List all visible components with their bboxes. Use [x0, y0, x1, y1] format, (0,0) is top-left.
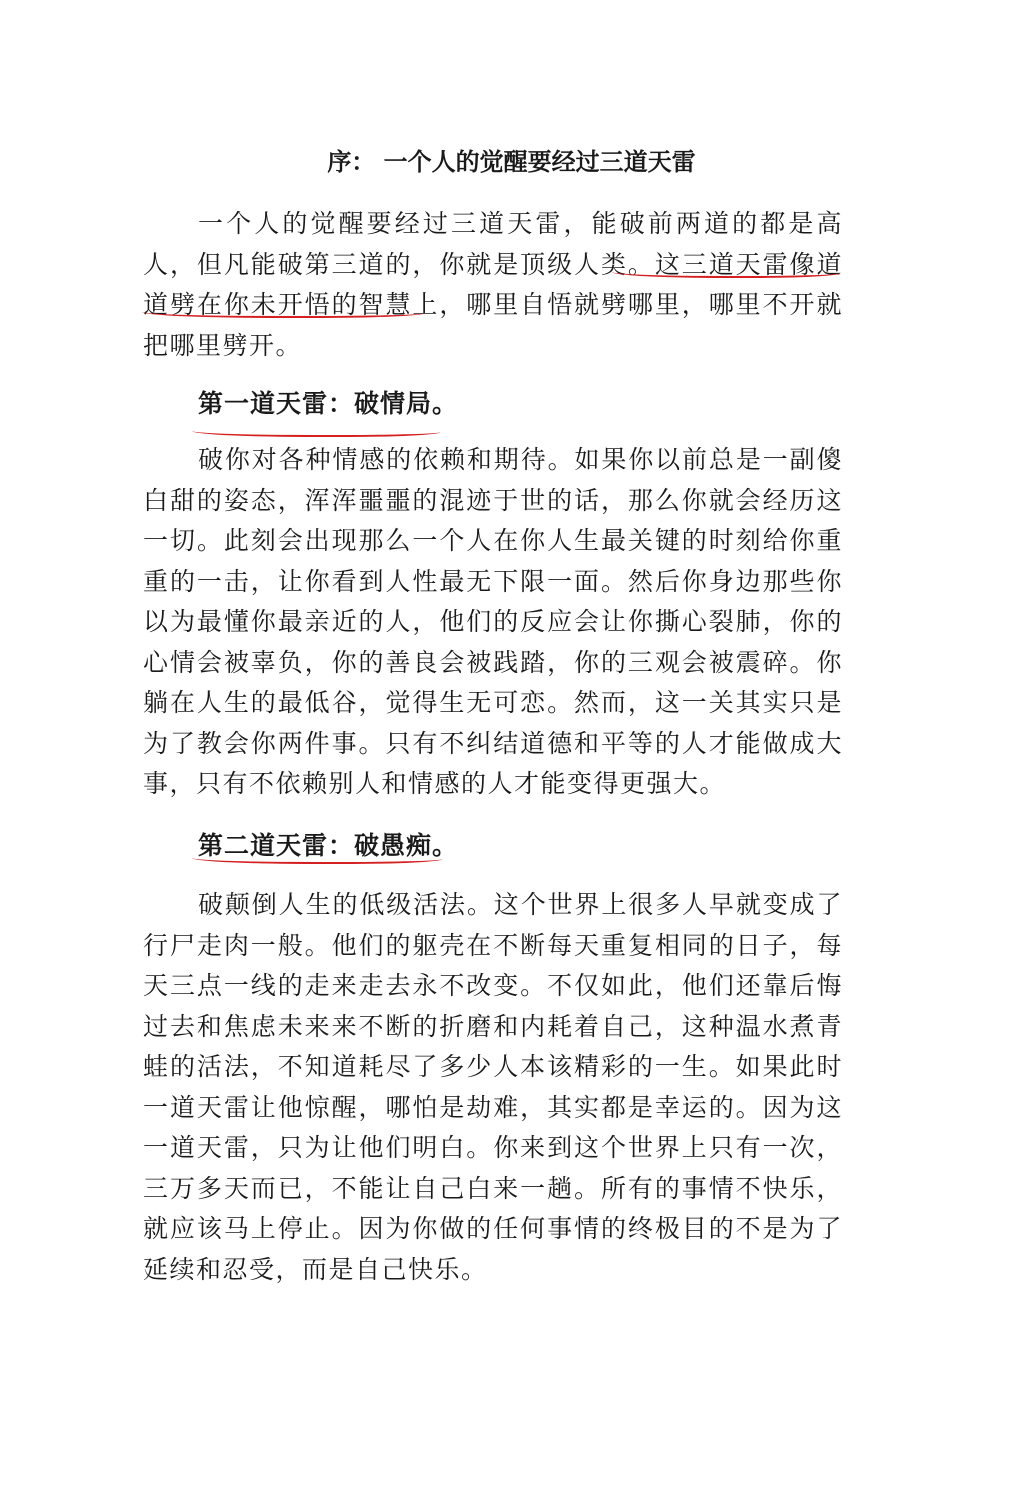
underline-annotation: [142, 306, 424, 318]
section-2-body: 破颠倒人生的低级活法。这个世界上很多人早就变成了行尸走肉一般。他们的躯壳在不断每天重复相同的日子，每天三点一线的走来走去永不改变。不仅如此，他们还靠后悔过去和焦虑未来来不断的折磨和内耗着自己，这种温水煮青蛙的活法，不知道耗尽了多少人本该精彩的一生。如果此时一道天雷让他惊醒，哪怕是劫难，其实都是幸运的。因为这一道天雷，只为让他们明白。你来到这个世界上只有一次，三万多天而已，不能让自己白来一趟。所有的事情不快乐，就应该马上停止。因为你做的任何事情的终极目的不是为了延续和忍受，而是自己快乐。: [143, 890, 843, 1284]
intro-paragraph: 一个人的觉醒要经过三道天雷，能破前两道的都是高人，但凡能破第三道的，你就是顶级人类。这三道天雷像道道劈在你未开悟的智慧上，哪里自悟就劈哪里，哪里不开就把哪里劈开。: [143, 209, 843, 360]
page-title: 序： 一个人的觉醒要经过三道天雷: [327, 147, 696, 176]
underline-annotation: [192, 425, 440, 437]
section-1-body: 破你对各种情感的依赖和期待。如果你以前总是一副傻白甜的姿态，浑浑噩噩的混迹于世的话，那么你就会经历这一切。此刻会出现那么一个人在你人生最关键的时刻给你重重的一击，让你看到人性最无下限一面。然后你身边那些你以为最懂你最亲近的人，他们的反应会让你撕心裂肺，你的心情会被辜负，你的善良会被践踏，你的三观会被震碎。你躺在人生的最低谷，觉得生无可恋。然而，这一关其实只是为了教会你两件事。只有不纠结道德和平等的人才能做成大事，只有不依赖别人和情感的人才能变得更强大。: [143, 445, 843, 798]
underline-annotation: [192, 852, 442, 864]
section-1-heading: 第一道天雷：破情局。: [198, 389, 459, 418]
underline-annotation: [612, 266, 840, 278]
section-2-heading: 第二道天雷：破愚痴。: [198, 831, 459, 860]
